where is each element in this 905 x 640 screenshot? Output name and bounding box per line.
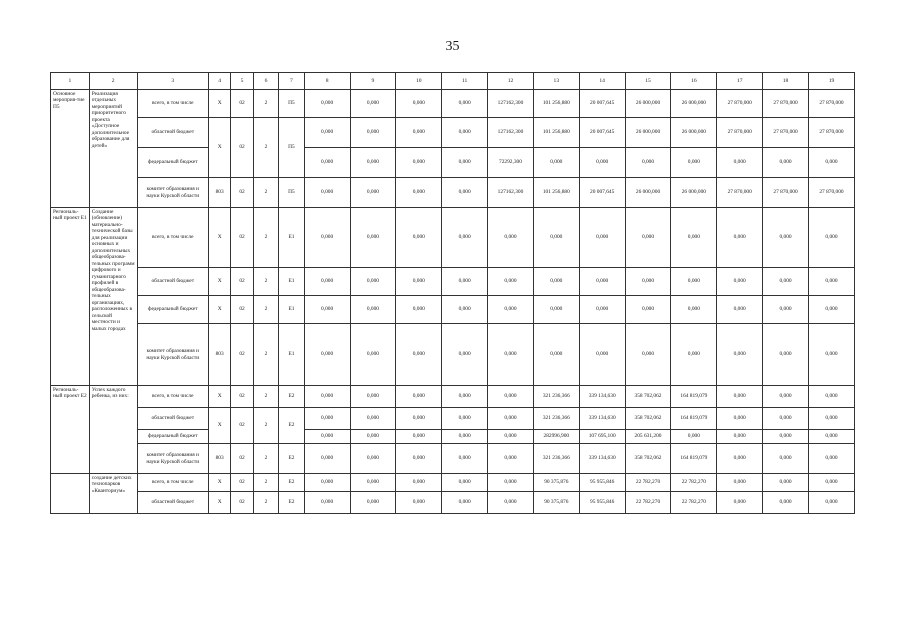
amount-cell: 0,000 <box>533 208 579 268</box>
column-number: 10 <box>396 73 442 90</box>
funding-source: областной бюджет <box>137 268 208 296</box>
amount-cell: 0,000 <box>808 474 854 492</box>
amount-cell: 0,000 <box>717 208 763 268</box>
code-c7: Е1 <box>279 324 304 386</box>
column-number: 1 <box>51 73 90 90</box>
amount-cell: 22 782,270 <box>625 492 671 514</box>
amount-cell: 0,000 <box>304 408 350 430</box>
amount-cell: 0,000 <box>671 268 717 296</box>
amount-cell: 20 007,645 <box>579 178 625 208</box>
amount-cell: 339 134,630 <box>579 408 625 430</box>
amount-cell: 0,000 <box>396 118 442 148</box>
code-c5: 02 <box>231 444 253 474</box>
amount-cell: 0,000 <box>442 492 488 514</box>
code-c4: 803 <box>208 178 230 208</box>
column-number: 8 <box>304 73 350 90</box>
program-name: Региональ-ный проект Е2 <box>51 386 90 474</box>
amount-cell: 0,000 <box>717 444 763 474</box>
amount-cell: 0,000 <box>396 208 442 268</box>
code-c6: 2 <box>253 208 278 268</box>
amount-cell: 22 782,270 <box>671 492 717 514</box>
amount-cell: 101 256,880 <box>533 118 579 148</box>
amount-cell: 0,000 <box>533 296 579 324</box>
code-c5: 02 <box>231 296 253 324</box>
amount-cell: 26 000,000 <box>625 90 671 118</box>
amount-cell: 0,000 <box>488 408 534 430</box>
amount-cell: 0,000 <box>442 386 488 408</box>
amount-cell: 95 955,846 <box>579 492 625 514</box>
amount-cell: 72292,300 <box>488 148 534 178</box>
code-c7: Е1 <box>279 268 304 296</box>
amount-cell: 90 375,876 <box>533 474 579 492</box>
table-row <box>51 90 855 118</box>
amount-cell: 0,000 <box>808 296 854 324</box>
amount-cell: 0,000 <box>488 444 534 474</box>
column-number: 17 <box>717 73 763 90</box>
amount-cell: 0,000 <box>396 324 442 386</box>
amount-cell: 0,000 <box>717 296 763 324</box>
amount-cell: 0,000 <box>396 408 442 430</box>
amount-cell: 282996,900 <box>533 430 579 444</box>
funding-source: всего, в том числе <box>137 90 208 118</box>
code-c5: 02 <box>231 324 253 386</box>
program-description: создание детских технопарков «Кванториум» <box>89 474 137 514</box>
amount-cell: 0,000 <box>304 90 350 118</box>
amount-cell: 0,000 <box>808 430 854 444</box>
code-c4: X <box>208 268 230 296</box>
amount-cell: 0,000 <box>533 148 579 178</box>
funding-source: федеральный бюджет <box>137 148 208 178</box>
program-name <box>51 474 90 514</box>
code-c4: X <box>208 90 230 118</box>
amount-cell: 0,000 <box>304 178 350 208</box>
amount-cell: 0,000 <box>625 268 671 296</box>
amount-cell: 0,000 <box>579 148 625 178</box>
amount-cell: 101 256,880 <box>533 178 579 208</box>
table-row <box>51 492 855 514</box>
column-number: 7 <box>279 73 304 90</box>
amount-cell: 0,000 <box>350 474 396 492</box>
amount-cell: 27 870,000 <box>717 118 763 148</box>
code-c4: X <box>208 386 230 408</box>
amount-cell: 0,000 <box>808 492 854 514</box>
code-c6: 2 <box>253 386 278 408</box>
amount-cell: 0,000 <box>488 386 534 408</box>
amount-cell: 0,000 <box>442 430 488 444</box>
amount-cell: 0,000 <box>808 208 854 268</box>
column-number: 2 <box>89 73 137 90</box>
amount-cell: 0,000 <box>350 386 396 408</box>
code-c4: 803 <box>208 324 230 386</box>
table-row <box>51 324 855 386</box>
amount-cell: 0,000 <box>304 296 350 324</box>
amount-cell: 0,000 <box>625 208 671 268</box>
code-c6: 2 <box>253 492 278 514</box>
amount-cell: 0,000 <box>304 474 350 492</box>
amount-cell: 0,000 <box>763 296 809 324</box>
funding-source: комитет образования и науки Курской области <box>137 444 208 474</box>
program-description: Успех каждого ребенка, из них: <box>89 386 137 474</box>
amount-cell: 0,000 <box>763 268 809 296</box>
amount-cell: 205 631,200 <box>625 430 671 444</box>
column-number: 4 <box>208 73 230 90</box>
amount-cell: 0,000 <box>442 408 488 430</box>
amount-cell: 339 134,630 <box>579 386 625 408</box>
amount-cell: 27 870,000 <box>717 178 763 208</box>
funding-source: всего, в том числе <box>137 208 208 268</box>
code-c6: 2 <box>253 268 278 296</box>
column-number: 3 <box>137 73 208 90</box>
amount-cell: 0,000 <box>304 268 350 296</box>
funding-source: всего, в том числе <box>137 386 208 408</box>
code-c5: 02 <box>231 118 253 178</box>
amount-cell: 0,000 <box>304 492 350 514</box>
amount-cell: 0,000 <box>671 430 717 444</box>
amount-cell: 0,000 <box>717 492 763 514</box>
amount-cell: 0,000 <box>396 430 442 444</box>
budget-table <box>50 72 855 514</box>
amount-cell: 20 007,645 <box>579 90 625 118</box>
program-name: Региональ-ный проект Е1 <box>51 208 90 386</box>
column-number: 15 <box>625 73 671 90</box>
amount-cell: 0,000 <box>763 474 809 492</box>
amount-cell: 0,000 <box>350 118 396 148</box>
amount-cell: 0,000 <box>396 90 442 118</box>
column-number: 16 <box>671 73 717 90</box>
amount-cell: 164 819,079 <box>671 408 717 430</box>
code-c5: 02 <box>231 208 253 268</box>
code-c7: Е1 <box>279 208 304 268</box>
amount-cell: 358 702,062 <box>625 444 671 474</box>
amount-cell: 0,000 <box>579 324 625 386</box>
amount-cell: 0,000 <box>533 268 579 296</box>
amount-cell: 0,000 <box>717 474 763 492</box>
amount-cell: 0,000 <box>625 324 671 386</box>
table-row <box>51 268 855 296</box>
amount-cell: 0,000 <box>350 90 396 118</box>
column-number: 18 <box>763 73 809 90</box>
amount-cell: 127162,300 <box>488 90 534 118</box>
code-c6: 2 <box>253 90 278 118</box>
code-c4: X <box>208 296 230 324</box>
amount-cell: 0,000 <box>808 444 854 474</box>
table-row <box>51 430 855 444</box>
amount-cell: 164 819,079 <box>671 386 717 408</box>
table-row <box>51 408 855 430</box>
code-c7: Е1 <box>279 296 304 324</box>
code-c7: П5 <box>279 118 304 178</box>
amount-cell: 127162,300 <box>488 118 534 148</box>
amount-cell: 0,000 <box>533 324 579 386</box>
code-c4: X <box>208 208 230 268</box>
amount-cell: 0,000 <box>442 474 488 492</box>
table-row <box>51 118 855 148</box>
amount-cell: 0,000 <box>442 178 488 208</box>
code-c7: Е2 <box>279 444 304 474</box>
code-c6: 2 <box>253 118 278 178</box>
amount-cell: 0,000 <box>763 324 809 386</box>
amount-cell: 0,000 <box>488 268 534 296</box>
amount-cell: 0,000 <box>442 148 488 178</box>
column-number: 19 <box>808 73 854 90</box>
amount-cell: 0,000 <box>350 430 396 444</box>
amount-cell: 321 236,366 <box>533 444 579 474</box>
amount-cell: 0,000 <box>763 430 809 444</box>
amount-cell: 0,000 <box>488 296 534 324</box>
amount-cell: 0,000 <box>350 408 396 430</box>
header-row <box>51 73 855 90</box>
amount-cell: 127162,300 <box>488 178 534 208</box>
amount-cell: 0,000 <box>579 296 625 324</box>
code-c5: 02 <box>231 408 253 444</box>
amount-cell: 339 134,630 <box>579 444 625 474</box>
amount-cell: 0,000 <box>717 430 763 444</box>
column-number: 11 <box>442 73 488 90</box>
amount-cell: 26 000,000 <box>671 90 717 118</box>
amount-cell: 0,000 <box>763 386 809 408</box>
code-c6: 2 <box>253 444 278 474</box>
table-row <box>51 208 855 268</box>
amount-cell: 0,000 <box>350 208 396 268</box>
table-row <box>51 178 855 208</box>
code-c6: 2 <box>253 474 278 492</box>
amount-cell: 27 870,000 <box>763 178 809 208</box>
amount-cell: 26 000,000 <box>671 118 717 148</box>
amount-cell: 0,000 <box>350 296 396 324</box>
funding-source: комитет образования и науки Курской области <box>137 324 208 386</box>
amount-cell: 20 007,645 <box>579 118 625 148</box>
amount-cell: 321 236,366 <box>533 386 579 408</box>
amount-cell: 0,000 <box>625 148 671 178</box>
amount-cell: 0,000 <box>442 90 488 118</box>
amount-cell: 26 000,000 <box>625 118 671 148</box>
amount-cell: 0,000 <box>350 148 396 178</box>
amount-cell: 27 870,000 <box>763 118 809 148</box>
amount-cell: 0,000 <box>350 492 396 514</box>
column-number: 9 <box>350 73 396 90</box>
amount-cell: 0,000 <box>396 386 442 408</box>
amount-cell: 0,000 <box>396 444 442 474</box>
amount-cell: 0,000 <box>671 148 717 178</box>
amount-cell: 0,000 <box>350 324 396 386</box>
amount-cell: 0,000 <box>304 430 350 444</box>
amount-cell: 27 870,000 <box>717 90 763 118</box>
funding-source: областной бюджет <box>137 118 208 148</box>
amount-cell: 0,000 <box>304 208 350 268</box>
amount-cell: 0,000 <box>442 324 488 386</box>
amount-cell: 95 955,846 <box>579 474 625 492</box>
amount-cell: 0,000 <box>808 386 854 408</box>
code-c5: 02 <box>231 268 253 296</box>
amount-cell: 0,000 <box>304 444 350 474</box>
code-c7: П5 <box>279 178 304 208</box>
amount-cell: 26 000,000 <box>625 178 671 208</box>
code-c7: Е2 <box>279 474 304 492</box>
amount-cell: 0,000 <box>717 268 763 296</box>
amount-cell: 164 819,079 <box>671 444 717 474</box>
amount-cell: 27 870,000 <box>808 178 854 208</box>
funding-source: областной бюджет <box>137 492 208 514</box>
amount-cell: 0,000 <box>396 178 442 208</box>
amount-cell: 0,000 <box>579 208 625 268</box>
table-row <box>51 474 855 492</box>
amount-cell: 0,000 <box>304 386 350 408</box>
code-c4: X <box>208 408 230 444</box>
code-c4: X <box>208 118 230 178</box>
column-number: 12 <box>488 73 534 90</box>
code-c5: 02 <box>231 492 253 514</box>
code-c5: 02 <box>231 90 253 118</box>
amount-cell: 0,000 <box>763 208 809 268</box>
amount-cell: 0,000 <box>442 208 488 268</box>
code-c4: X <box>208 474 230 492</box>
amount-cell: 22 782,270 <box>625 474 671 492</box>
code-c5: 02 <box>231 386 253 408</box>
amount-cell: 0,000 <box>396 148 442 178</box>
code-c7: Е2 <box>279 492 304 514</box>
amount-cell: 358 702,062 <box>625 386 671 408</box>
code-c6: 2 <box>253 408 278 444</box>
code-c7: Е2 <box>279 408 304 444</box>
amount-cell: 0,000 <box>396 474 442 492</box>
amount-cell: 0,000 <box>808 148 854 178</box>
amount-cell: 0,000 <box>808 268 854 296</box>
amount-cell: 0,000 <box>671 324 717 386</box>
amount-cell: 0,000 <box>579 268 625 296</box>
amount-cell: 0,000 <box>808 408 854 430</box>
funding-source: областной бюджет <box>137 408 208 430</box>
amount-cell: 0,000 <box>488 474 534 492</box>
amount-cell: 358 702,062 <box>625 408 671 430</box>
amount-cell: 0,000 <box>717 408 763 430</box>
program-name: Основное мероприя-тие П5 <box>51 90 90 208</box>
code-c7: Е2 <box>279 386 304 408</box>
amount-cell: 0,000 <box>625 296 671 324</box>
funding-source: федеральный бюджет <box>137 430 208 444</box>
code-c6: 2 <box>253 296 278 324</box>
program-description: Реализация отдельных мероприятий приоритетного проекта «Доступное дополнительное образование для детей» <box>89 90 137 208</box>
code-c6: 2 <box>253 324 278 386</box>
column-number: 6 <box>253 73 278 90</box>
program-description: Создание (обновление) материально-технической базы для реализации основных и дополнительных общеобразова-тельных программ цифрового и гуманитарного профилей в общеобразова-тельных организациях, расположенных в сельской местности и малых городах <box>89 208 137 386</box>
amount-cell: 321 236,366 <box>533 408 579 430</box>
amount-cell: 0,000 <box>488 324 534 386</box>
amount-cell: 90 375,876 <box>533 492 579 514</box>
table-row <box>51 444 855 474</box>
amount-cell: 27 870,000 <box>763 90 809 118</box>
funding-source: комитет образования и науки Курской области <box>137 178 208 208</box>
code-c4: X <box>208 492 230 514</box>
table-row <box>51 148 855 178</box>
funding-source: федеральный бюджет <box>137 296 208 324</box>
amount-cell: 0,000 <box>442 268 488 296</box>
amount-cell: 0,000 <box>396 268 442 296</box>
amount-cell: 0,000 <box>717 324 763 386</box>
amount-cell: 0,000 <box>763 492 809 514</box>
amount-cell: 0,000 <box>671 208 717 268</box>
page-number: 35 <box>445 39 460 54</box>
amount-cell: 0,000 <box>488 492 534 514</box>
amount-cell: 0,000 <box>442 444 488 474</box>
column-number: 5 <box>231 73 253 90</box>
amount-cell: 0,000 <box>488 430 534 444</box>
amount-cell: 0,000 <box>717 386 763 408</box>
amount-cell: 0,000 <box>304 118 350 148</box>
amount-cell: 0,000 <box>763 148 809 178</box>
amount-cell: 0,000 <box>671 296 717 324</box>
amount-cell: 0,000 <box>304 148 350 178</box>
amount-cell: 0,000 <box>717 148 763 178</box>
amount-cell: 0,000 <box>488 208 534 268</box>
column-number: 13 <box>533 73 579 90</box>
amount-cell: 0,000 <box>396 492 442 514</box>
amount-cell: 107 695,100 <box>579 430 625 444</box>
code-c4: 803 <box>208 444 230 474</box>
amount-cell: 27 870,000 <box>808 118 854 148</box>
amount-cell: 101 256,880 <box>533 90 579 118</box>
amount-cell: 22 782,270 <box>671 474 717 492</box>
amount-cell: 0,000 <box>350 268 396 296</box>
amount-cell: 0,000 <box>350 178 396 208</box>
amount-cell: 26 000,000 <box>671 178 717 208</box>
code-c7: П5 <box>279 90 304 118</box>
amount-cell: 0,000 <box>396 296 442 324</box>
amount-cell: 0,000 <box>304 324 350 386</box>
amount-cell: 0,000 <box>763 444 809 474</box>
amount-cell: 0,000 <box>763 408 809 430</box>
table-row <box>51 386 855 408</box>
code-c5: 02 <box>231 474 253 492</box>
table-row <box>51 296 855 324</box>
amount-cell: 27 870,000 <box>808 90 854 118</box>
code-c5: 02 <box>231 178 253 208</box>
amount-cell: 0,000 <box>442 118 488 148</box>
amount-cell: 0,000 <box>350 444 396 474</box>
funding-source: всего, в том числе <box>137 474 208 492</box>
code-c6: 2 <box>253 178 278 208</box>
amount-cell: 0,000 <box>808 324 854 386</box>
amount-cell: 0,000 <box>442 296 488 324</box>
column-number: 14 <box>579 73 625 90</box>
